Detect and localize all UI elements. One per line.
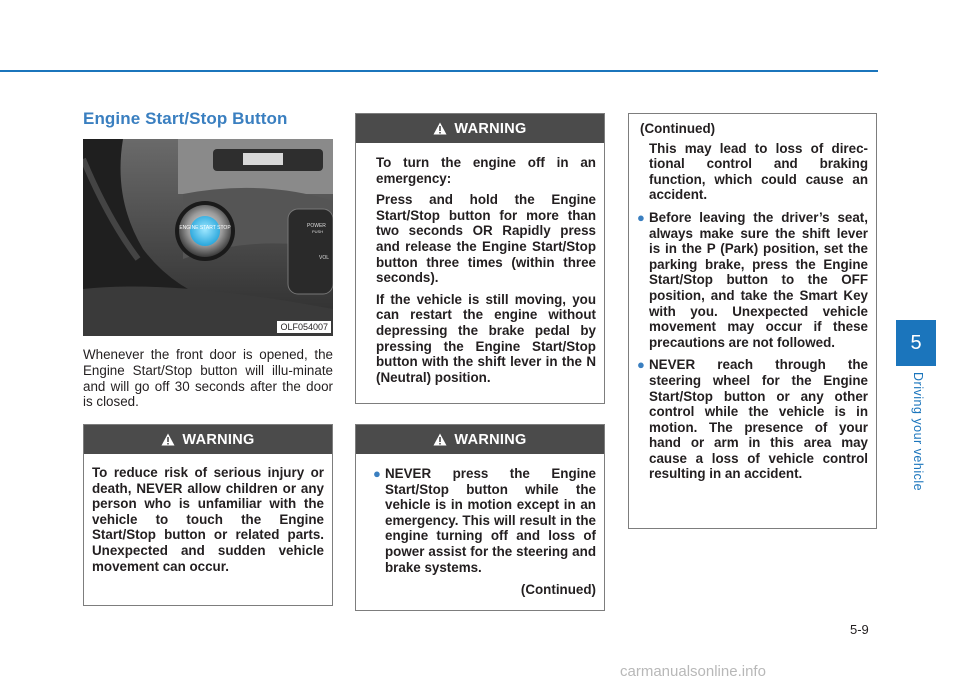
warning2-instruction: Press and hold the Engine Start/Stop button for more than two seconds OR Rapidly press and release the Engine Start/Stop button three times (within three seconds). xyxy=(376,192,596,286)
section-title: Engine Start/Stop Button xyxy=(83,109,288,128)
warning-label: WARNING xyxy=(182,431,255,448)
page-number: 5-9 xyxy=(850,622,869,637)
warning-label: WARNING xyxy=(454,431,527,448)
bullet-item xyxy=(637,357,868,482)
bullet-item xyxy=(637,209,868,350)
continued-heading: (Continued) xyxy=(640,121,716,136)
continuation-text: This may lead to loss of direc-tional control and braking function, which could cause an accident. xyxy=(649,140,868,203)
watermark: carmanualsonline.info xyxy=(620,663,766,680)
vol-label: VOL xyxy=(319,255,330,261)
bullet-item xyxy=(373,466,596,575)
warning-triangle-icon xyxy=(433,122,447,135)
warning-box-children xyxy=(83,424,333,606)
warning-header xyxy=(356,114,604,143)
warning-box-emergency-off xyxy=(355,113,605,404)
warning-triangle-icon xyxy=(161,433,175,446)
engine-button-label: ENGINE START STOP xyxy=(179,225,231,231)
warning-header xyxy=(84,425,332,454)
warning-cont-bullet-park: Before leaving the driver’s seat, always make sure the shift lever is in the P (Park) position, set the parking brake, press the Engine Start/Stop button to the OFF position, and take the Smart Key with you. Unexpected vehicle movement may occur if these precautions are not followed. xyxy=(649,209,868,350)
warning2-restart: If the vehicle is still moving, you can restart the engine without depressing the brake pedal by pressing the Engine Start/Stop button with the shift lever in the N (Neutral) position. xyxy=(376,291,596,385)
warning1-text: To reduce risk of serious injury or death, NEVER allow children or any person who is unfamiliar with the vehicle to touch the Engine Start/Stop button or related parts. Unexpected and sudden vehicle movement can occur. xyxy=(92,465,324,574)
engine-button-photo xyxy=(83,139,333,336)
warning-label: WARNING xyxy=(454,120,527,137)
bullet-dot-icon: ● xyxy=(637,209,645,225)
chapter-label: Driving your vehicle xyxy=(911,372,925,492)
push-label: PUSH xyxy=(312,229,324,234)
body-paragraph: Whenever the front door is opened, the Engine Start/Stop button will illu-minate and will go off 30 seconds after the door is closed. xyxy=(83,347,333,410)
warning-header xyxy=(356,425,604,454)
warning-box-never-press xyxy=(355,424,605,611)
power-label: POWER xyxy=(307,223,326,229)
bullet-dot-icon: ● xyxy=(373,466,381,481)
chapter-tab: 5 xyxy=(896,320,936,366)
header-rule xyxy=(0,70,878,72)
bullet-dot-icon: ● xyxy=(637,357,645,373)
warning-triangle-icon xyxy=(433,433,447,446)
warning2-intro: To turn the engine off in an emergency: xyxy=(376,155,596,186)
dashboard-illustration xyxy=(83,139,333,336)
warning-box-continued xyxy=(628,113,877,529)
continued-label: (Continued) xyxy=(520,582,596,598)
warning3-bullet: NEVER press the Engine Start/Stop button while the vehicle is in motion except in an emergency. This will result in the engine turning off and loss of power assist for the steering and brake systems. xyxy=(385,466,596,575)
photo-code: OLF054007 xyxy=(277,321,331,333)
warning-cont-bullet-reach: NEVER reach through the steering wheel for the Engine Start/Stop button or any other control while the vehicle is in motion. The presence of your hand or arm in this area may cause a loss of vehicle control resulting in an accident. xyxy=(649,357,868,482)
